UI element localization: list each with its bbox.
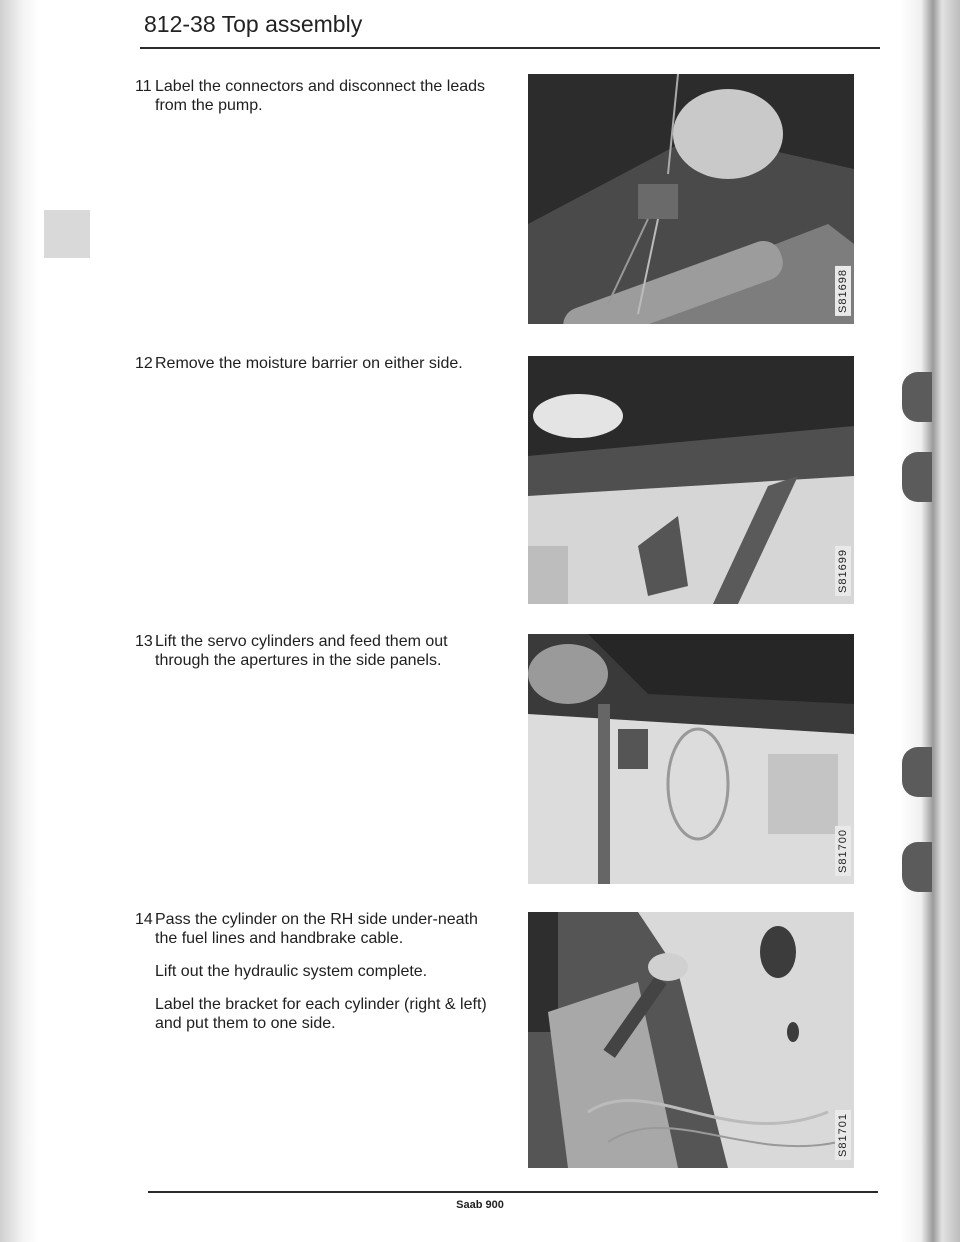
photo-hydraulic-system: [528, 912, 854, 1168]
photo-pump-connectors: [528, 74, 854, 324]
photo-code: S81698: [835, 266, 851, 316]
step-12: [135, 354, 500, 387]
footer-rule: [148, 1191, 878, 1193]
section-tab-marker: [902, 452, 932, 502]
step-text: Lift out the hydraulic system complete.: [155, 963, 428, 980]
step-11: [135, 77, 500, 129]
step-14: [135, 910, 500, 1047]
photo-step-14: [528, 912, 854, 1168]
photo-code: S81700: [835, 826, 851, 876]
section-tab-marker: [902, 842, 932, 892]
step-number: 14: [135, 911, 153, 928]
step-text: Lift the servo cylinders and feed them out through the apertures in the side panels.: [155, 633, 448, 669]
photo-step-13: [528, 634, 854, 884]
section-tab-marker: [902, 372, 932, 422]
photo-moisture-barrier: [528, 356, 854, 604]
header-rule: [140, 47, 880, 49]
step-text: Pass the cylinder on the RH side under-neath the fuel lines and handbrake cable.: [155, 911, 478, 947]
step-13: [135, 632, 500, 684]
photo-step-12: [528, 356, 854, 604]
step-number: 11: [135, 78, 152, 95]
page-title: 812-38 Top assembly: [144, 11, 363, 37]
photo-servo-cylinders: [528, 634, 854, 884]
page-binding-edge: [900, 0, 960, 1242]
photo-code: S81699: [835, 546, 851, 596]
photo-code: S81701: [835, 1110, 851, 1160]
step-number: 13: [135, 633, 153, 650]
section-tab-marker: [902, 747, 932, 797]
page-gutter-shadow: [0, 0, 38, 1242]
step-text: Remove the moisture barrier on either side.: [155, 355, 463, 372]
footer-brand: Saab 900: [456, 1199, 504, 1211]
step-text: Label the bracket for each cylinder (right & left) and put them to one side.: [155, 996, 487, 1032]
page-edge-tab: [44, 210, 90, 258]
step-number: 12: [135, 355, 153, 372]
photo-step-11: [528, 74, 854, 324]
step-text: Label the connectors and disconnect the leads from the pump.: [155, 78, 486, 114]
